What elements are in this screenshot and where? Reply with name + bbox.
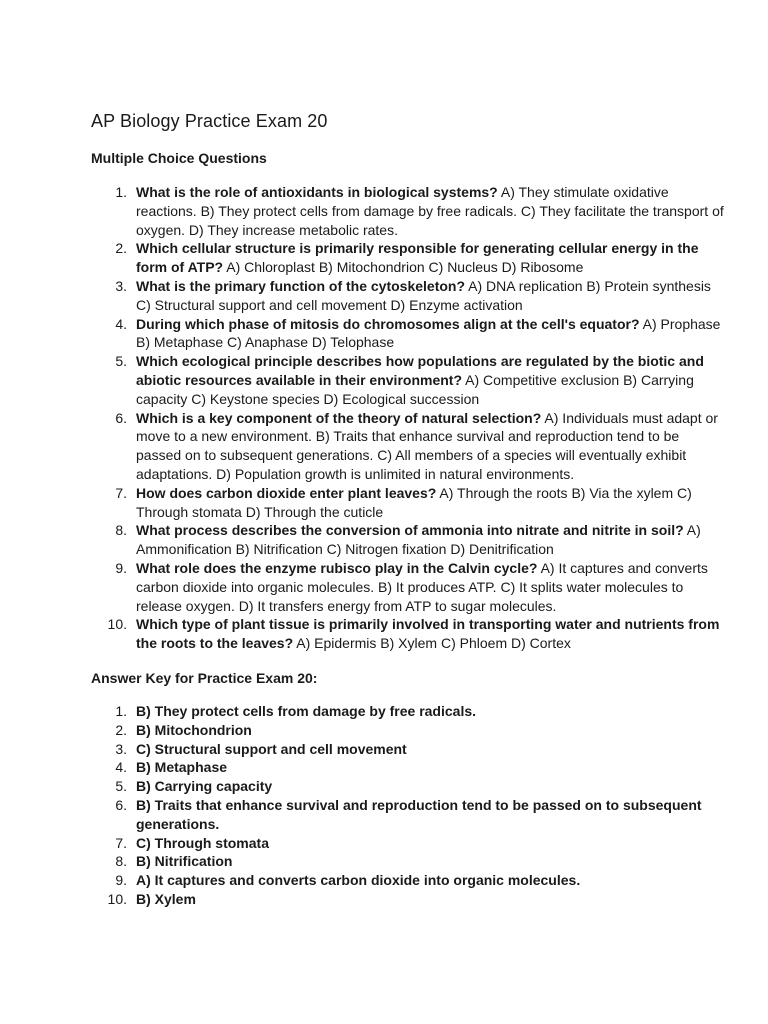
question-options: A) They stimulate oxidative reactions. B) They protect cells from damage by free radicals. C) They facilitate the transport of oxygen. D) They increase metabolic rates. — [136, 184, 724, 238]
question-item — [91, 615, 724, 653]
answer-text: B) Traits that enhance survival and reproduction tend to be passed on to subsequent generations. — [136, 796, 702, 832]
answer-item — [91, 834, 724, 853]
question-item — [91, 277, 724, 315]
question-number: 6. — [115, 409, 127, 426]
answer-text: B) Xylem — [136, 890, 196, 907]
question-item — [91, 352, 724, 408]
answer-list — [91, 702, 702, 909]
answer-text: B) They protect cells from damage by free radicals. — [136, 702, 477, 719]
question-options: A) DNA replication B) Protein synthesis C) Structural support and cell movement D) Enzyme activation — [136, 277, 711, 313]
question-options: A) Through the roots B) Via the xylem C) Through stomata D) Through the cuticle — [136, 484, 692, 520]
answer-item — [91, 740, 724, 759]
answer-text: B) Nitrification — [136, 853, 233, 870]
answer-text: A) It captures and converts carbon dioxide into organic molecules. — [136, 872, 581, 889]
question-options: A) Epidermis B) Xylem C) Phloem D) Cortex — [293, 635, 571, 652]
answer-item — [91, 758, 724, 777]
answer-text: B) Metaphase — [136, 759, 228, 776]
question-text: What process describes the conversion of ammonia into nitrate and nitrite in soil? — [136, 522, 684, 539]
question-item — [91, 239, 724, 277]
question-text: What is the role of antioxidants in biological systems? — [136, 184, 498, 200]
answer-item — [91, 721, 724, 740]
answer-item — [91, 777, 724, 796]
question-number: 8. — [115, 522, 127, 539]
answer-number: 5. — [115, 778, 127, 795]
question-item — [91, 521, 724, 559]
mc-heading: Multiple Choice Questions — [91, 150, 267, 166]
question-number: 3. — [115, 277, 127, 294]
answer-number: 6. — [115, 796, 127, 813]
question-item — [91, 409, 724, 484]
question-item — [91, 559, 724, 615]
question-number: 4. — [115, 315, 127, 332]
answer-number: 10. — [107, 890, 127, 907]
answer-key-heading: Answer Key for Practice Exam 20: — [91, 669, 318, 686]
question-text: What is the primary function of the cytoskeleton? — [136, 277, 466, 294]
answer-item — [91, 702, 724, 721]
answer-text: B) Mitochondrion — [136, 721, 252, 738]
question-number: 9. — [115, 559, 127, 576]
question-text: Which ecological principle describes how populations are regulated by the biotic and abiotic resources available in their environment? — [136, 353, 704, 388]
question-number: 10. — [107, 616, 127, 633]
question-text: Which type of plant tissue is primarily involved in transporting water and nutrients from the roots to the leaves? — [136, 616, 720, 652]
question-number: 1. — [115, 184, 127, 200]
question-number: 5. — [115, 353, 127, 370]
question-text: Which is a key component of the theory of natural selection? — [136, 409, 542, 426]
question-number: 7. — [115, 484, 127, 501]
question-text: During which phase of mitosis do chromosomes align at the cell's equator? — [136, 315, 640, 332]
question-options: A) Chloroplast B) Mitochondrion C) Nucleus D) Ribosome — [223, 259, 584, 276]
question-options: A) It captures and converts carbon dioxide into organic molecules. B) It produces ATP. C) It splits water molecules to release oxygen. D) It transfers energy from ATP to sugar molecules. — [136, 559, 708, 614]
answer-number: 7. — [115, 834, 127, 851]
answer-text: C) Structural support and cell movement — [136, 740, 407, 757]
question-options: A) Individuals must adapt or move to a new environment. B) Traits that enhance survival and reproduction tend to be passed on to subsequent generations. C) All members of a species will eventually exhibit adaptations. D) Population growth is unlimited in natural environments. — [136, 409, 718, 482]
question-text: How does carbon dioxide enter plant leaves? — [136, 484, 437, 501]
question-options: A) Ammonification B) Nitrification C) Nitrogen fixation D) Denitrification — [136, 522, 701, 558]
answer-item — [91, 890, 724, 909]
answer-number: 8. — [115, 853, 127, 870]
answer-number: 3. — [115, 740, 127, 757]
question-text: Which cellular structure is primarily responsible for generating cellular energy in the form of ATP? — [136, 240, 699, 276]
answer-number: 2. — [115, 721, 127, 738]
question-item — [91, 183, 724, 239]
question-item — [91, 315, 724, 353]
question-options: A) Competitive exclusion B) Carrying capacity C) Keystone species D) Ecological succession — [136, 371, 694, 407]
question-item — [91, 484, 724, 522]
question-list — [91, 183, 724, 653]
question-options: A) Prophase B) Metaphase C) Anaphase D) Telophase — [136, 315, 721, 351]
page-title: AP Biology Practice Exam 20 — [91, 111, 328, 131]
answer-text: B) Carrying capacity — [136, 778, 273, 795]
answer-item — [91, 852, 724, 871]
answer-item — [91, 871, 724, 890]
answer-number: 4. — [115, 759, 127, 776]
question-number: 2. — [115, 240, 127, 257]
answer-number: 1. — [115, 702, 127, 719]
answer-item — [91, 796, 724, 834]
answer-number: 9. — [115, 872, 127, 889]
question-text: What role does the enzyme rubisco play in the Calvin cycle? — [136, 559, 538, 576]
answer-text: C) Through stomata — [136, 834, 269, 851]
